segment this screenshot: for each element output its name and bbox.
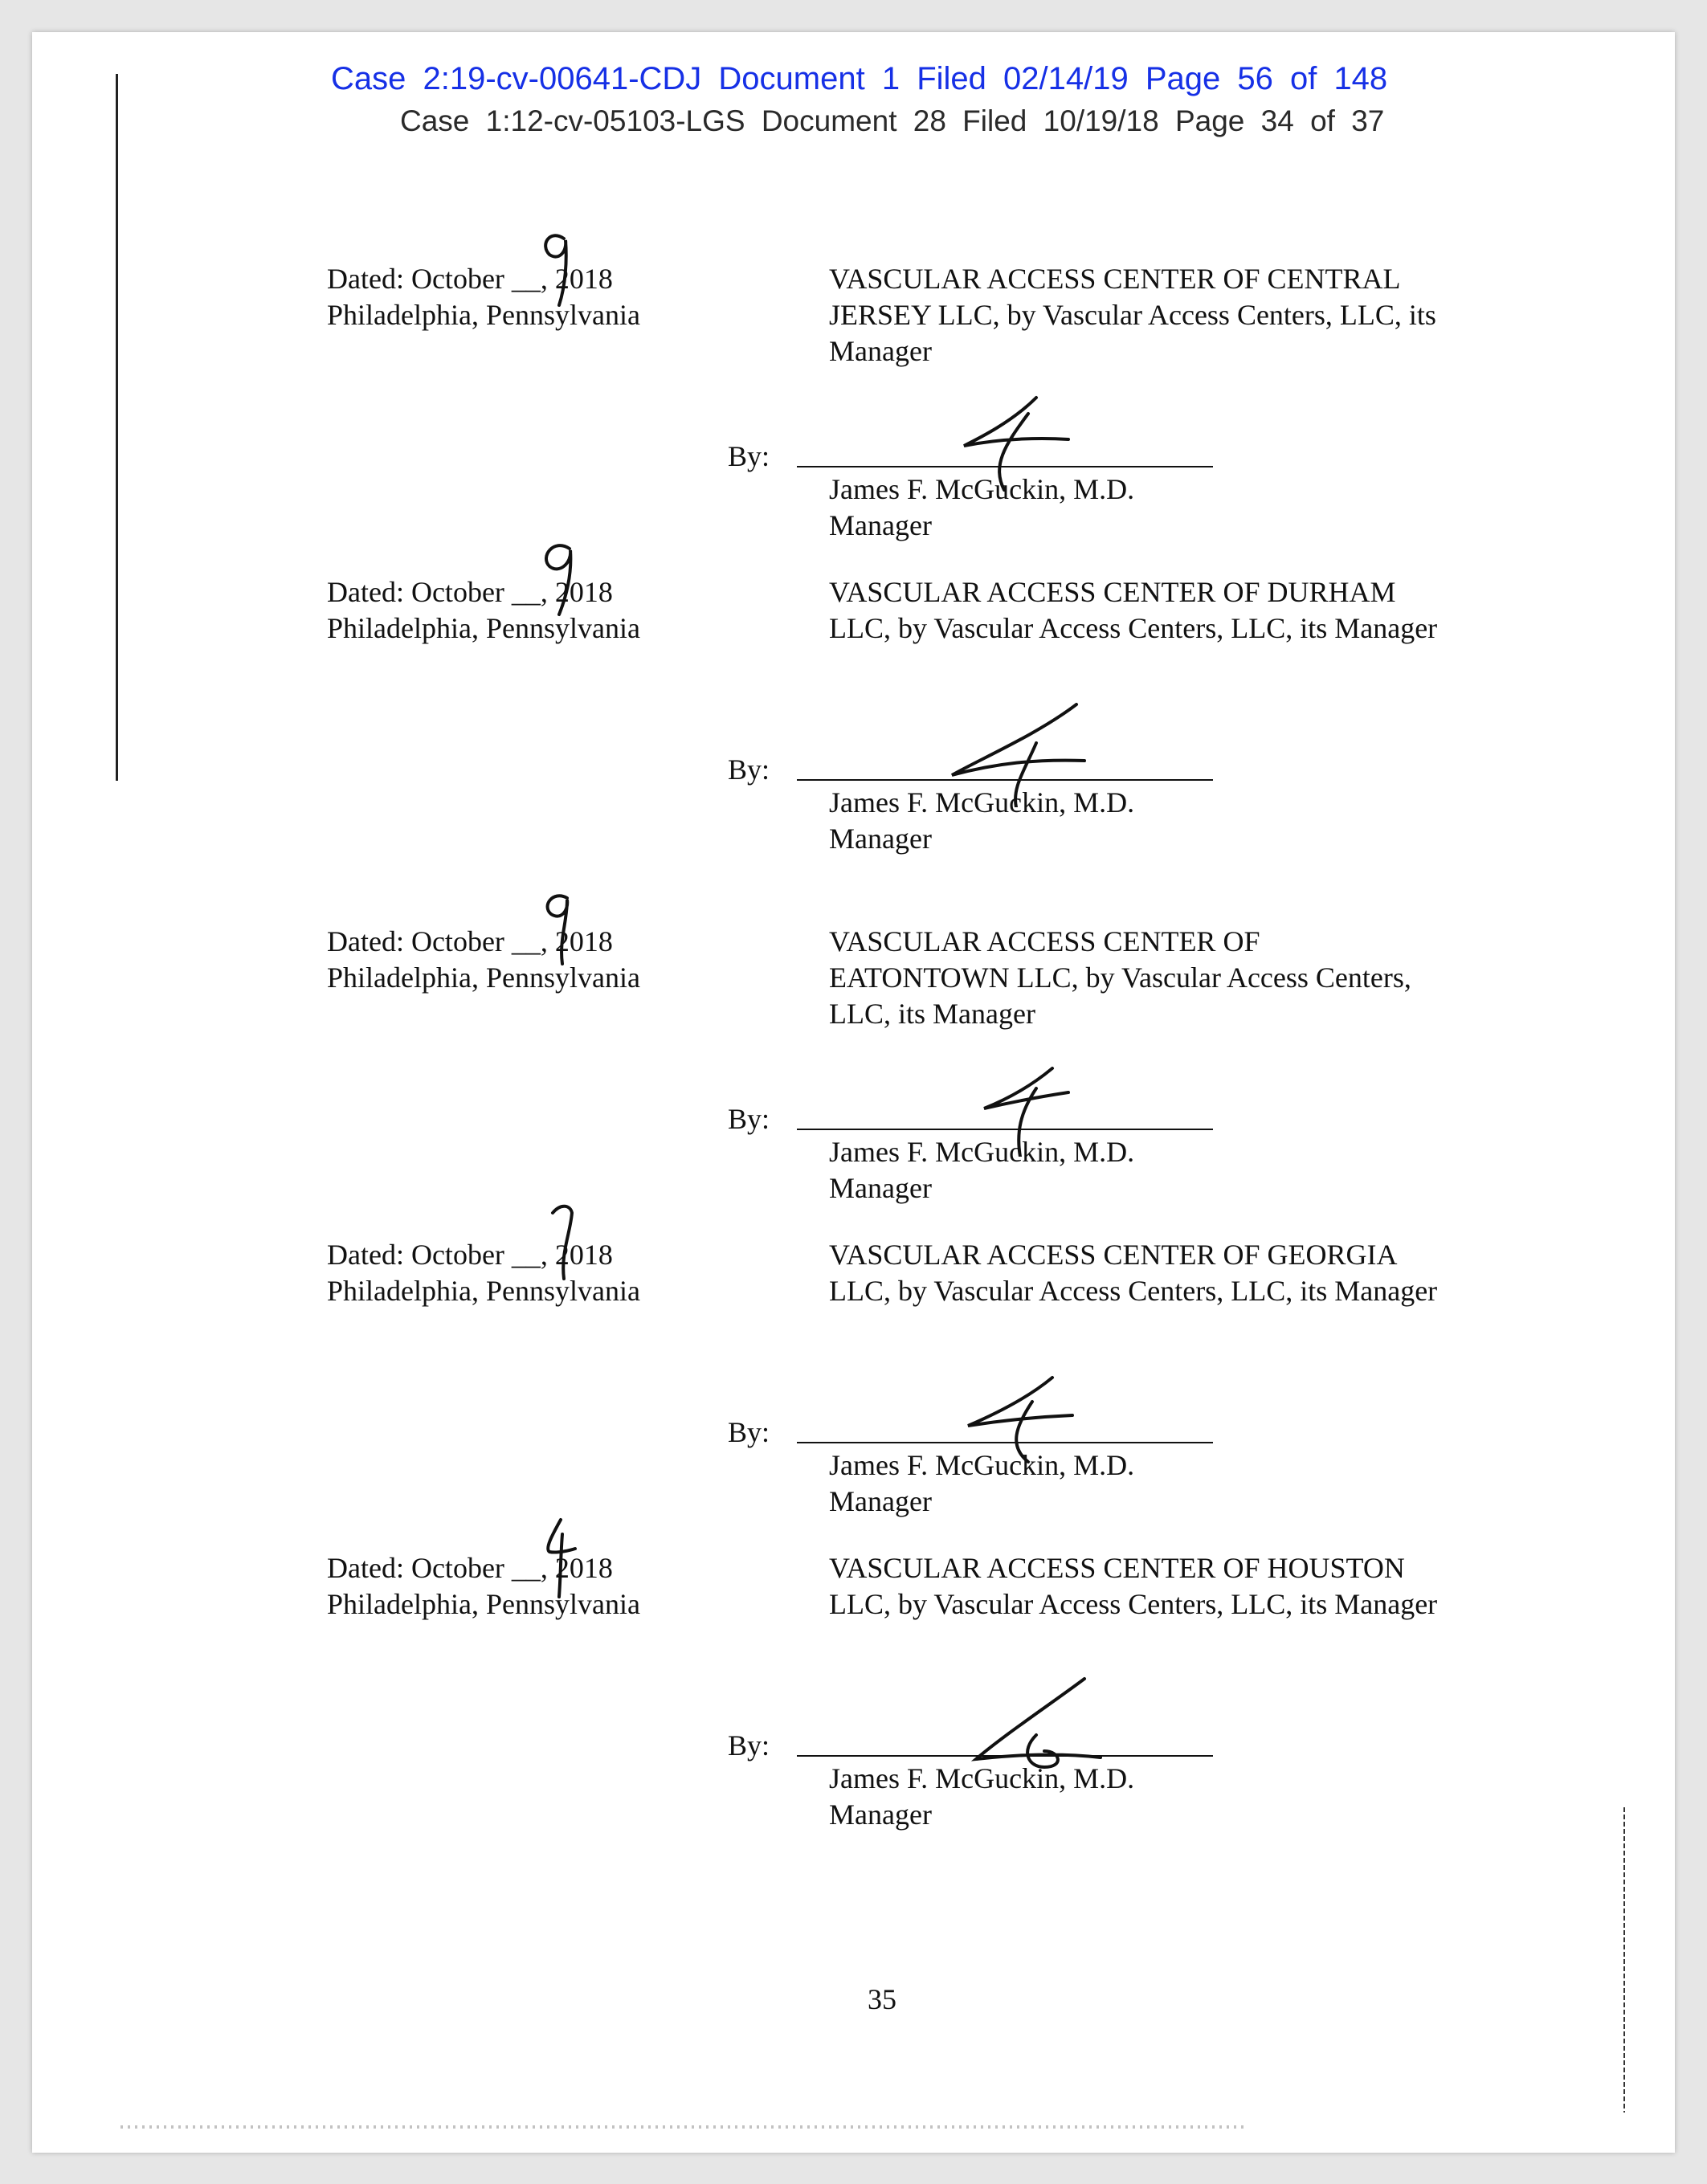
dated-line: Dated: October __, 2018: [327, 925, 613, 957]
signer-name: James F. McGuckin, M.D.: [829, 1136, 1135, 1168]
by-label: By:: [728, 1729, 770, 1761]
dated-line: Dated: October __, 2018: [327, 576, 613, 608]
dated-place: Philadelphia, Pennsylvania: [327, 961, 640, 994]
signer-name: James F. McGuckin, M.D.: [829, 786, 1135, 818]
signature-block: [32, 924, 1675, 1237]
signature-block: [32, 1237, 1675, 1550]
signer-name: James F. McGuckin, M.D.: [829, 1449, 1135, 1481]
dated-place: Philadelphia, Pennsylvania: [327, 1275, 640, 1307]
filing-stamp-header: Case 2:19-cv-00641-CDJ Document 1 Filed 02/14/19 Page 56 of 148: [331, 61, 1388, 96]
dated-line: Dated: October __, 2018: [327, 263, 613, 295]
signer-title: Manager: [829, 1172, 932, 1204]
signer-name: James F. McGuckin, M.D.: [829, 473, 1135, 505]
dated-line: Dated: October __, 2018: [327, 1239, 613, 1271]
by-label: By:: [728, 1416, 770, 1448]
dated-place: Philadelphia, Pennsylvania: [327, 299, 640, 331]
entity-name: VASCULAR ACCESS CENTER OF CENTRAL JERSEY LLC, by Vascular Access Centers, LLC, its Manager: [829, 263, 1436, 367]
by-label: By:: [728, 753, 770, 786]
scan-noise: [120, 2125, 1245, 2129]
signature-block: [32, 1550, 1675, 1864]
signer-title: Manager: [829, 1485, 932, 1517]
entity-name: VASCULAR ACCESS CENTER OF GEORGIA LLC, by Vascular Access Centers, LLC, its Manager: [829, 1239, 1438, 1307]
signature-block: [32, 574, 1675, 888]
original-case-header: Case 1:12-cv-05103-LGS Document 28 Filed 10/19/18 Page 34 of 37: [400, 104, 1385, 137]
signer-title: Manager: [829, 1798, 932, 1831]
signer-title: Manager: [829, 509, 932, 541]
dated-line: Dated: October __, 2018: [327, 1552, 613, 1584]
entity-name: VASCULAR ACCESS CENTER OF EATONTOWN LLC, by Vascular Access Centers, LLC, its Manager: [829, 925, 1411, 1030]
signature-block: [32, 261, 1675, 574]
signer-title: Manager: [829, 823, 932, 855]
dated-place: Philadelphia, Pennsylvania: [327, 612, 640, 644]
entity-name: VASCULAR ACCESS CENTER OF HOUSTON LLC, by Vascular Access Centers, LLC, its Manager: [829, 1552, 1438, 1620]
dated-place: Philadelphia, Pennsylvania: [327, 1588, 640, 1620]
page-number: 35: [868, 1983, 896, 2015]
document-page: [32, 32, 1675, 2153]
by-label: By:: [728, 1103, 770, 1135]
signer-name: James F. McGuckin, M.D.: [829, 1762, 1135, 1794]
by-label: By:: [728, 440, 770, 472]
entity-name: VASCULAR ACCESS CENTER OF DURHAM LLC, by Vascular Access Centers, LLC, its Manager: [829, 576, 1438, 644]
